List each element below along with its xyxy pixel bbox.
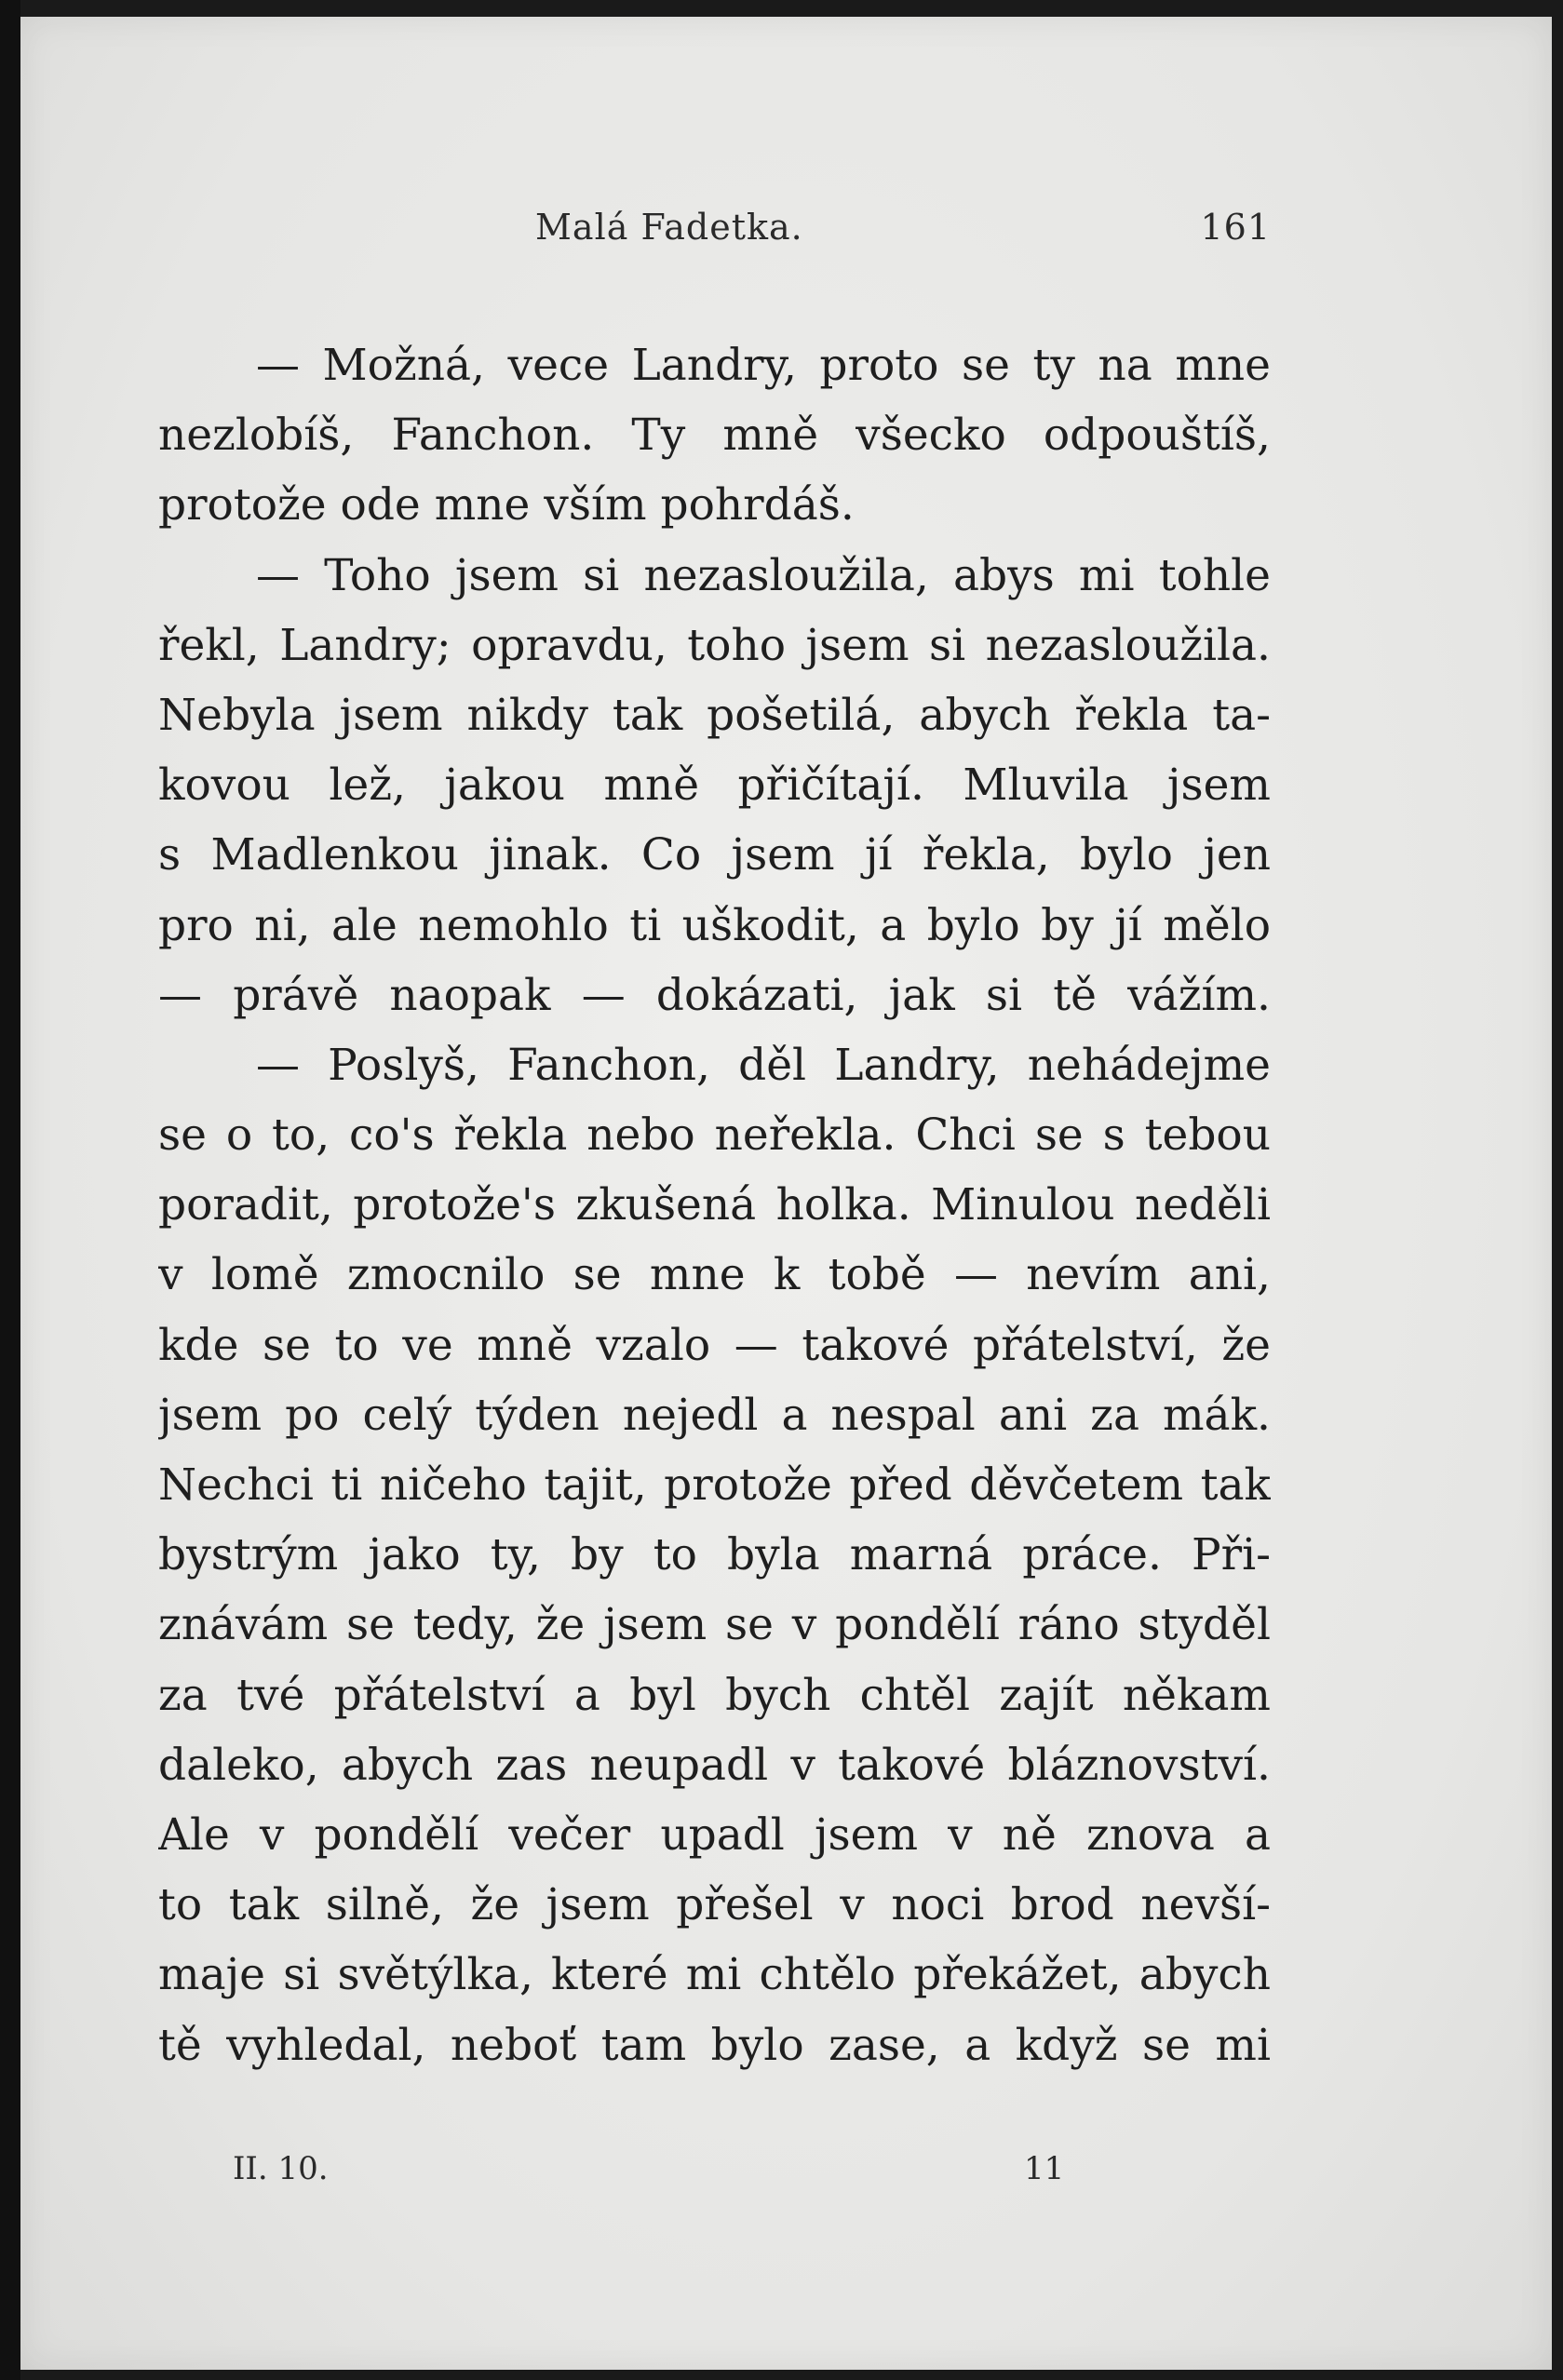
text-line: nezlobíš, Fanchon. Ty mně všecko odpouštíš, [158,410,1271,462]
text-line: poradit, protože's zkušená holka. Minulou neděli [158,1179,1271,1231]
text-line: Nechci ti ničeho tajit, protože před děvčetem tak [158,1459,1271,1511]
text-line: bystrým jako ty, by to byla marná práce. Při- [158,1529,1271,1581]
text-line: Ale v pondělí večer upadl jsem v ně znova a [158,1809,1271,1861]
text-line: v lomě zmocnilo se mne k tobě — nevím ani, [158,1249,1271,1301]
signature-mark: II. 10. [233,2150,329,2187]
book-spine-edge [0,0,20,2380]
text-line: řekl, Landry; opravdu, toho jsem si nezasloužila. [158,619,1271,671]
body-text [158,330,1271,2080]
text-line: za tvé přátelství a byl bych chtěl zajít někam [158,1669,1271,1721]
text-line: Nebyla jsem nikdy tak pošetilá, abych řekla ta- [158,689,1271,741]
text-line: znávám se tedy, že jsem se v pondělí ráno styděl [158,1599,1271,1651]
text-line: pro ni, ale nemohlo ti uškodit, a bylo by jí mělo [158,899,1271,951]
page-number: 161 [1200,207,1271,248]
text-line: — Toho jsem si nezasloužila, abys mi tohle [256,549,1271,601]
text-line: kovou lež, jakou mně přičítají. Mluvila jsem [158,760,1271,812]
text-line: kde se to ve mně vzalo — takové přátelství, že [158,1319,1271,1371]
text-line: — Možná, vece Landry, proto se ty na mne [256,340,1271,391]
running-title: Malá Fadetka. [535,207,803,248]
text-line: daleko, abych zas neupadl v takové bláznovství. [158,1739,1271,1791]
text-line: to tak silně, že jsem přešel v noci brod nevší- [158,1879,1271,1931]
text-line: — právě naopak — dokázati, jak si tě vážím. [158,969,1271,1021]
text-line: se o to, co's řekla nebo neřekla. Chci se s tebou [158,1109,1271,1162]
text-line: s Madlenkou jinak. Co jsem jí řekla, bylo jen [158,829,1271,881]
text-line: — Poslyš, Fanchon, děl Landry, nehádejme [256,1039,1271,1091]
text-line: jsem po celý týden nejedl a nespal ani za mák. [158,1389,1271,1441]
text-line: protože ode mne vším pohrdáš. [158,479,855,531]
text-line: maje si světýlka, které mi chtělo překážet, abych [158,1949,1271,2001]
text-line: tě vyhledal, neboť tam bylo zase, a když se mi [158,2019,1271,2071]
sheet-number: 11 [1024,2150,1065,2187]
